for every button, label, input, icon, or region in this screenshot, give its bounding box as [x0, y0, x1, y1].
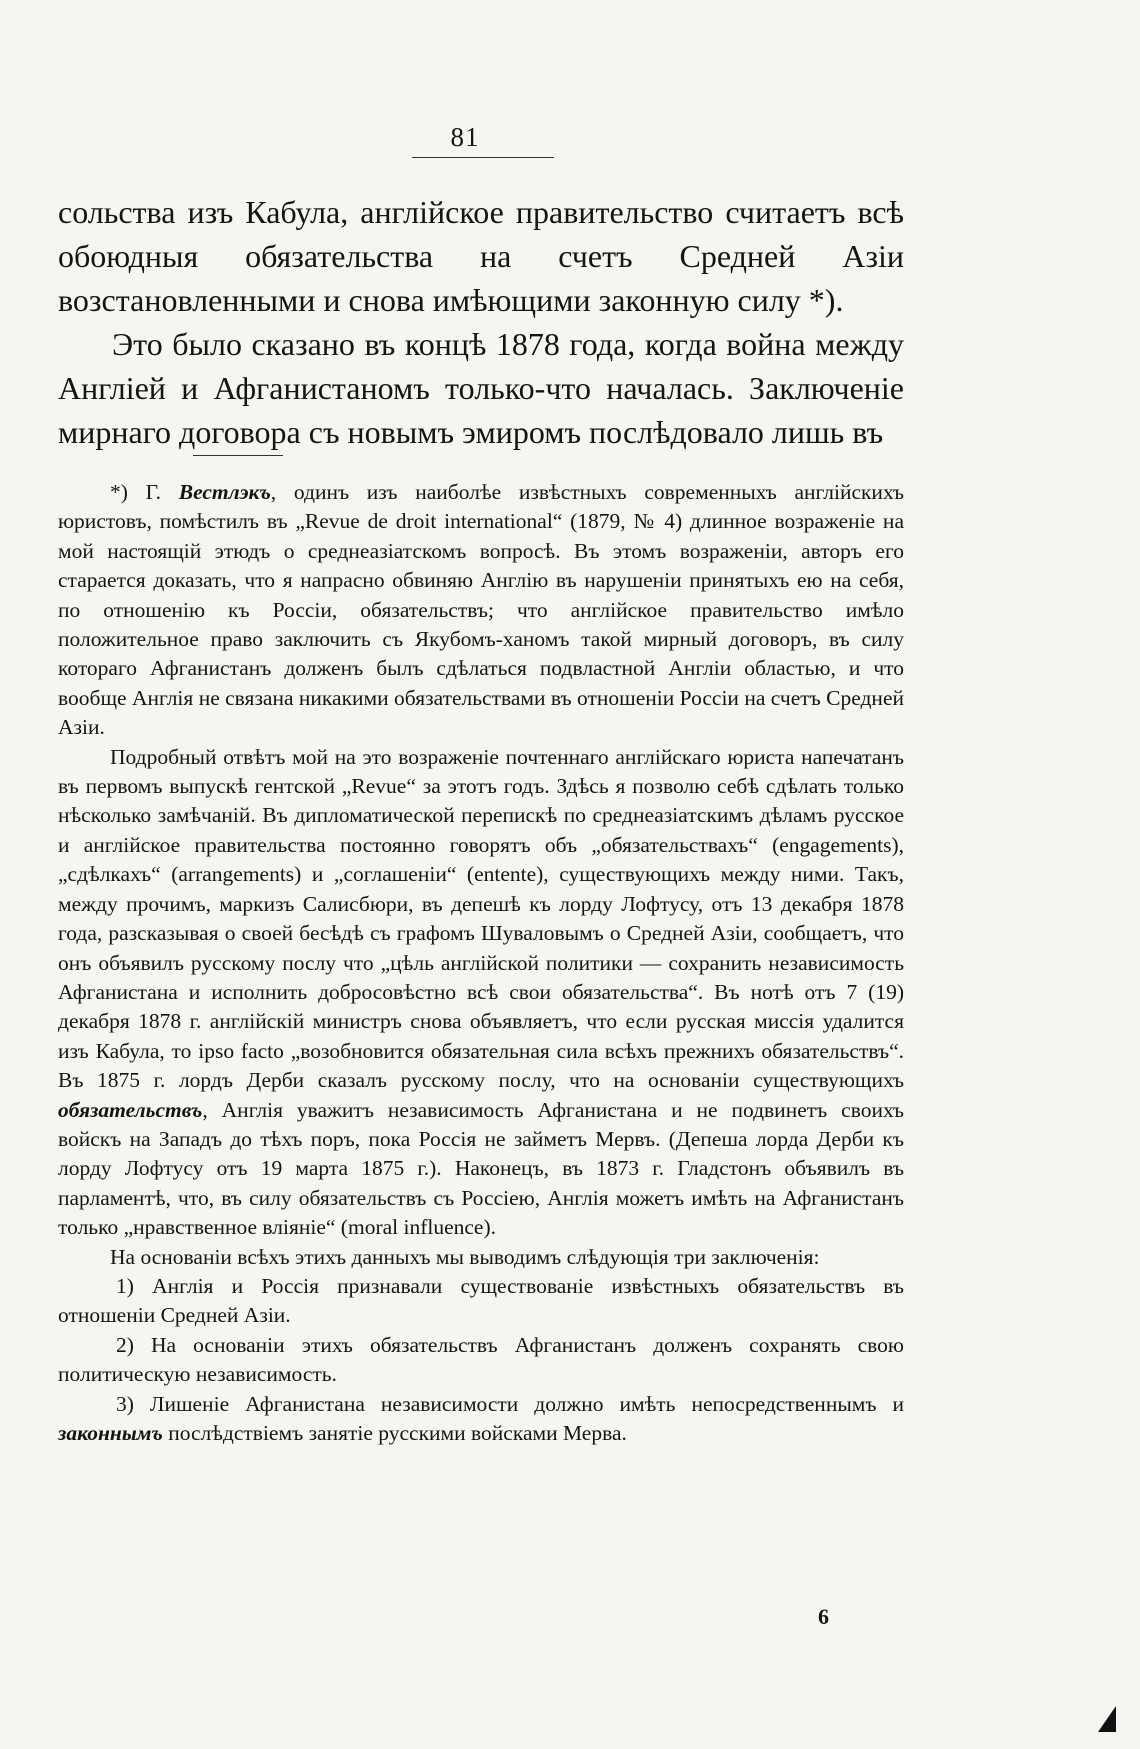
conclusion-2: 2) На основаніи этихъ обязательствъ Афганистанъ долженъ сохранять свою политическую независимость. — [58, 1332, 904, 1387]
footnote-paragraph-1 — [58, 478, 904, 743]
footnote-paragraph-2-text-b: , Англія уважитъ независимость Афганистана и не подвинетъ своихъ войскъ на Западъ до тѣхъ поръ, пока Россія не займетъ Мервъ. (Депеша лорда Дерби къ лорду Лофтусу отъ 19 марта 1875 г.). Наконецъ, въ 1873 г. Гладстонъ объявилъ въ парламентѣ, что, въ силу обязательствъ съ Россіею, Англія можетъ имѣть на Афганистанъ только „нравственное вліяніе“ (moral influence). — [58, 1097, 904, 1240]
footnote — [58, 478, 904, 1448]
footnote-paragraph-2-text-a: Подробный отвѣтъ мой на это возраженіе почтеннаго англійскаго юриста напечатанъ въ первомъ выпускѣ гентской „Revue“ за этотъ годъ. Здѣсь я позволю себѣ сдѣлать только нѣсколько замѣчаній. Въ дипломатической перепискѣ по среднеазіатскимъ дѣламъ русское и англійское правительства постоянно говорятъ объ „обязательствахъ“ (engagements), „сдѣлкахъ“ (arrangements) и „соглашеніи“ (entente), существующихъ между ними. Такъ, между прочимъ, маркизъ Салисбюри, въ депешѣ къ лорду Лофтусу, отъ 13 декабря 1878 года, разсказывая о своей бесѣдѣ съ графомъ Шуваловымъ о Средней Азіи, сообщаетъ, что онъ объявилъ русскому послу что „цѣль англійской политики — сохранить независимость Афганистана и исполнить добросовѣстно всѣ свои обязательства“. Въ нотѣ отъ 7 (19) декабря 1878 г. англійскій министръ снова объявляетъ, что если русская миссія удалится изъ Кабула, то ipso facto „возобновится обязательная сила всѣхъ прежнихъ обязательствъ“. Въ 1875 г. лордъ Дерби сказалъ русскому послу, что на основаніи существующихъ — [58, 744, 904, 1093]
conclusion-1: 1) Англія и Россія признавали существованіе извѣстныхъ обязательствъ въ отношеніи Средней Азіи. — [58, 1273, 904, 1328]
main-text — [58, 190, 904, 454]
conclusion-3-text-a: 3) Лишеніе Афганистана независимости должно имѣть непосредственнымъ и — [116, 1391, 904, 1416]
footnote-paragraph-1-text: , одинъ изъ наиболѣе извѣстныхъ современныхъ англійскихъ юристовъ, помѣстилъ въ „Revue de droit international“ (1879, № 4) длинное возраженіе на мой настоящій этюдъ о среднеазіатскомъ вопросѣ. Въ этомъ возраженіи, авторъ его старается доказать, что я напрасно обвиняю Англію въ нарушеніи принятыхъ ею на себя, по отношенію къ Россіи, обязательствъ; что англійское правительство имѣло положительное право заключить съ Якубомъ-ханомъ такой мирный договоръ, въ силу котораго Афганистанъ долженъ былъ сдѣлаться подвластной Англіи областью, и что вообще Англія не связана никакими обязательствами въ отношеніи Россіи на счетъ Средней Азіи. — [58, 480, 904, 740]
signature-mark: 6 — [818, 1604, 829, 1629]
corner-mark — [1098, 1706, 1116, 1732]
conclusion-3-emphasis: законнымъ — [58, 1421, 163, 1445]
page-number: 81 — [450, 122, 480, 152]
footnote-divider — [193, 455, 283, 456]
footnote-marker: *) Г. — [110, 480, 162, 504]
footnote-paragraph-2-emphasis: обязательствъ — [58, 1097, 203, 1122]
conclusion-3 — [58, 1390, 904, 1449]
main-paragraph-2: Это было сказано въ концѣ 1878 года, когда война между Англіей и Афганистаномъ только-что началась. Заключеніе мирнаго договора съ новымъ эмиромъ послѣдовало лишь въ — [58, 326, 904, 450]
conclusion-3-text-b: послѣдствіемъ занятіе русскими войсками Мерва. — [162, 1421, 627, 1445]
main-paragraph-1: сольства изъ Кабула, англійское правительство считаетъ всѣ обоюдныя обязательства на счетъ Средней Азіи возстановленными и снова имѣющими законную силу *). — [58, 194, 904, 318]
page-number-rule — [412, 157, 554, 158]
footnote-paragraph-3: На основаніи всѣхъ этихъ данныхъ мы выводимъ слѣдующія три заключенія: — [110, 1244, 820, 1269]
footnote-paragraph-2 — [58, 743, 904, 1243]
footnote-author: Вестлэкъ — [178, 480, 271, 504]
